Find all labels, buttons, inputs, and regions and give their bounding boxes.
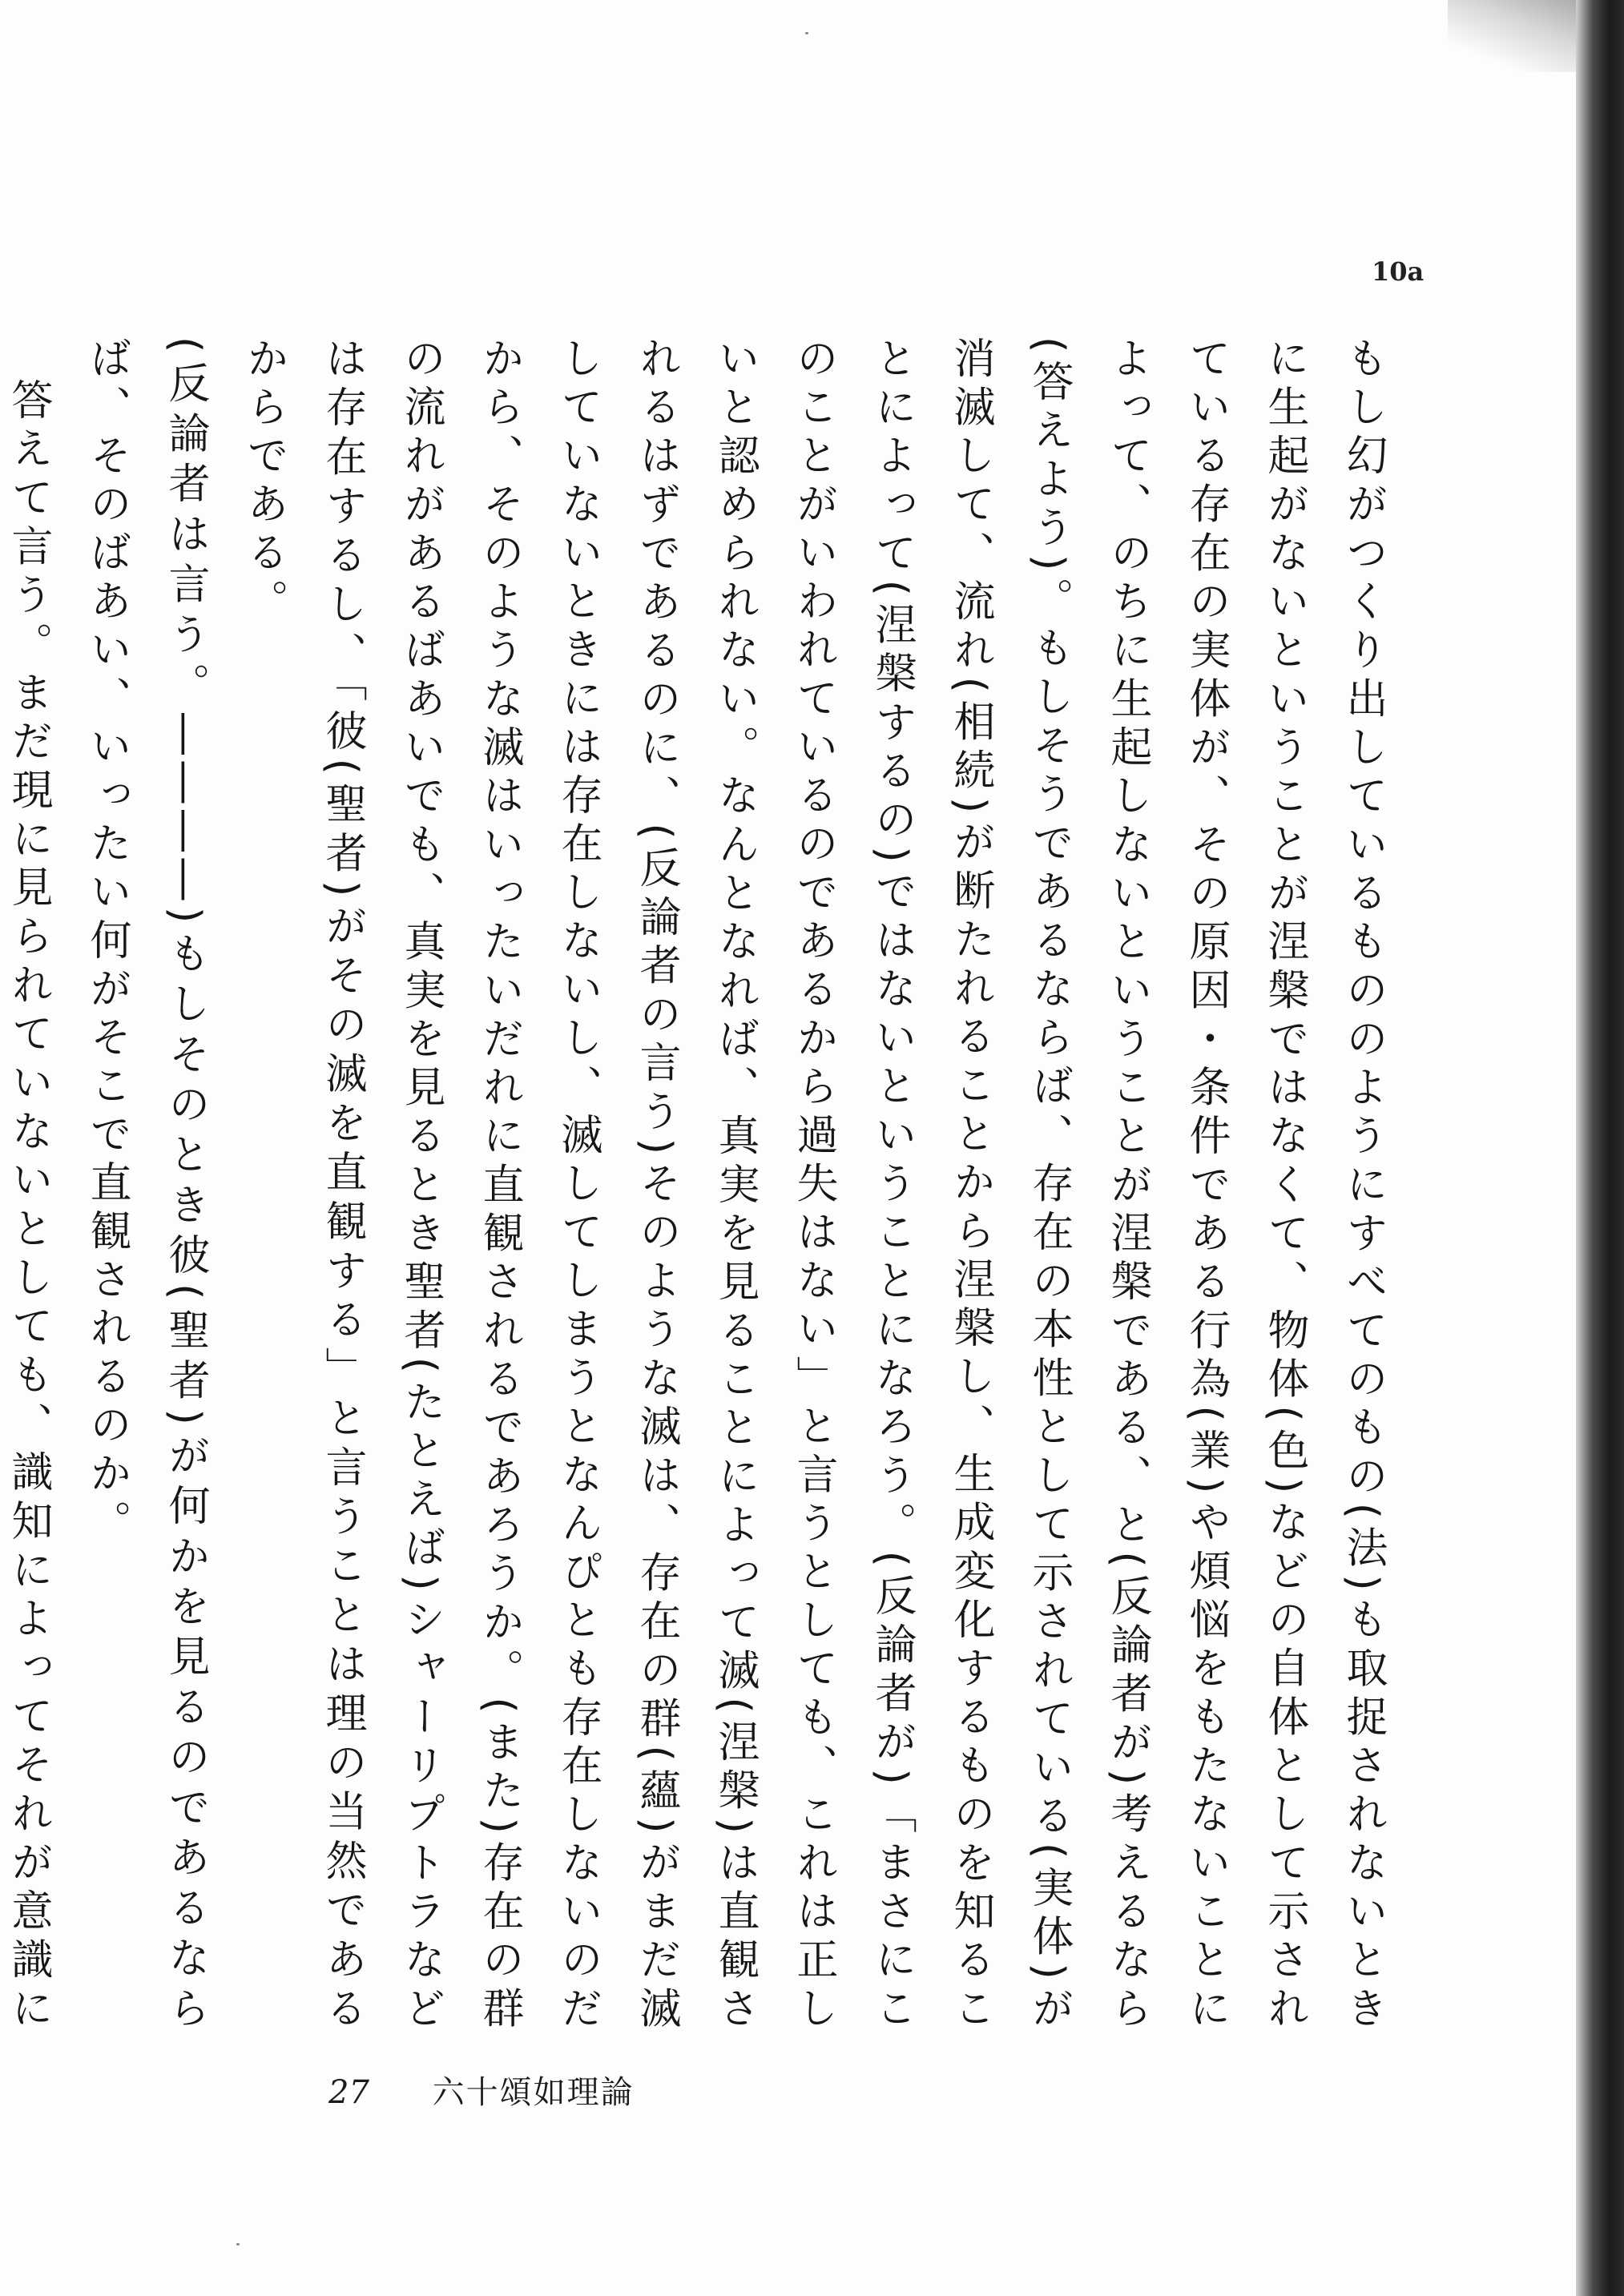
paragraph-1: もし幻がつくり出しているもののようにすべてのもの(法)も取捉されないときに生起がないということが涅槃ではなくて、物体(色)などの自体として示されている存在の実体が、その原因・条件である行為(業)や煩悩をもたないことによって、のちに生起しないということが涅槃である、と(反論者が)考えるなら(答えよう)。もしそうであるならば、存在の本性として示されている(実体)が消滅して、流れ(相続)が断たれることから涅槃し、生成変化するものを知ることによって(涅槃するの)ではないということになろう。(反論者が)「まさにこのことがいわれているのであるから過失はない」と言うとしても、これは正しいと認められない。なんとなれば、真実を見ることによって滅(涅槃)は直観されるはずであるのに、(反論者の言う)そのような滅は、存在の群(蘊)がまだ滅していないときには存在しないし、滅してしまうとなんぴとも存在しないのだから、そのような滅はいったいだれに直観されるであろうか。(また)存在の群の流れがあるばあいでも、真実を見るとき聖者(たとえば)シャーリプトラなどは存在するし、「彼(聖者)がその滅を直観する」と言うことは理の当然であるからである。 [240, 336, 1387, 2035]
paragraph-3: 答えて言う。まだ現に見られていないとしても、識知によってそれが意識に [4, 378, 52, 2035]
vertical-body-text [4, 336, 1402, 2035]
running-title: 六十頌如理論 [432, 2074, 635, 2111]
page-number: 27 [328, 2074, 369, 2111]
scan-speck [805, 32, 808, 34]
paragraph-2: (反論者は言う。――――)もしそのとき彼(聖者)が何かを見るのであるならば、そのばあい、いったい何がそこで直観されるのか。 [83, 336, 209, 2035]
margin-folio-mark: 10a [1372, 256, 1425, 287]
scan-binding-edge [1576, 0, 1624, 2296]
scan-speck [236, 2243, 240, 2246]
page-footer [328, 2067, 635, 2113]
